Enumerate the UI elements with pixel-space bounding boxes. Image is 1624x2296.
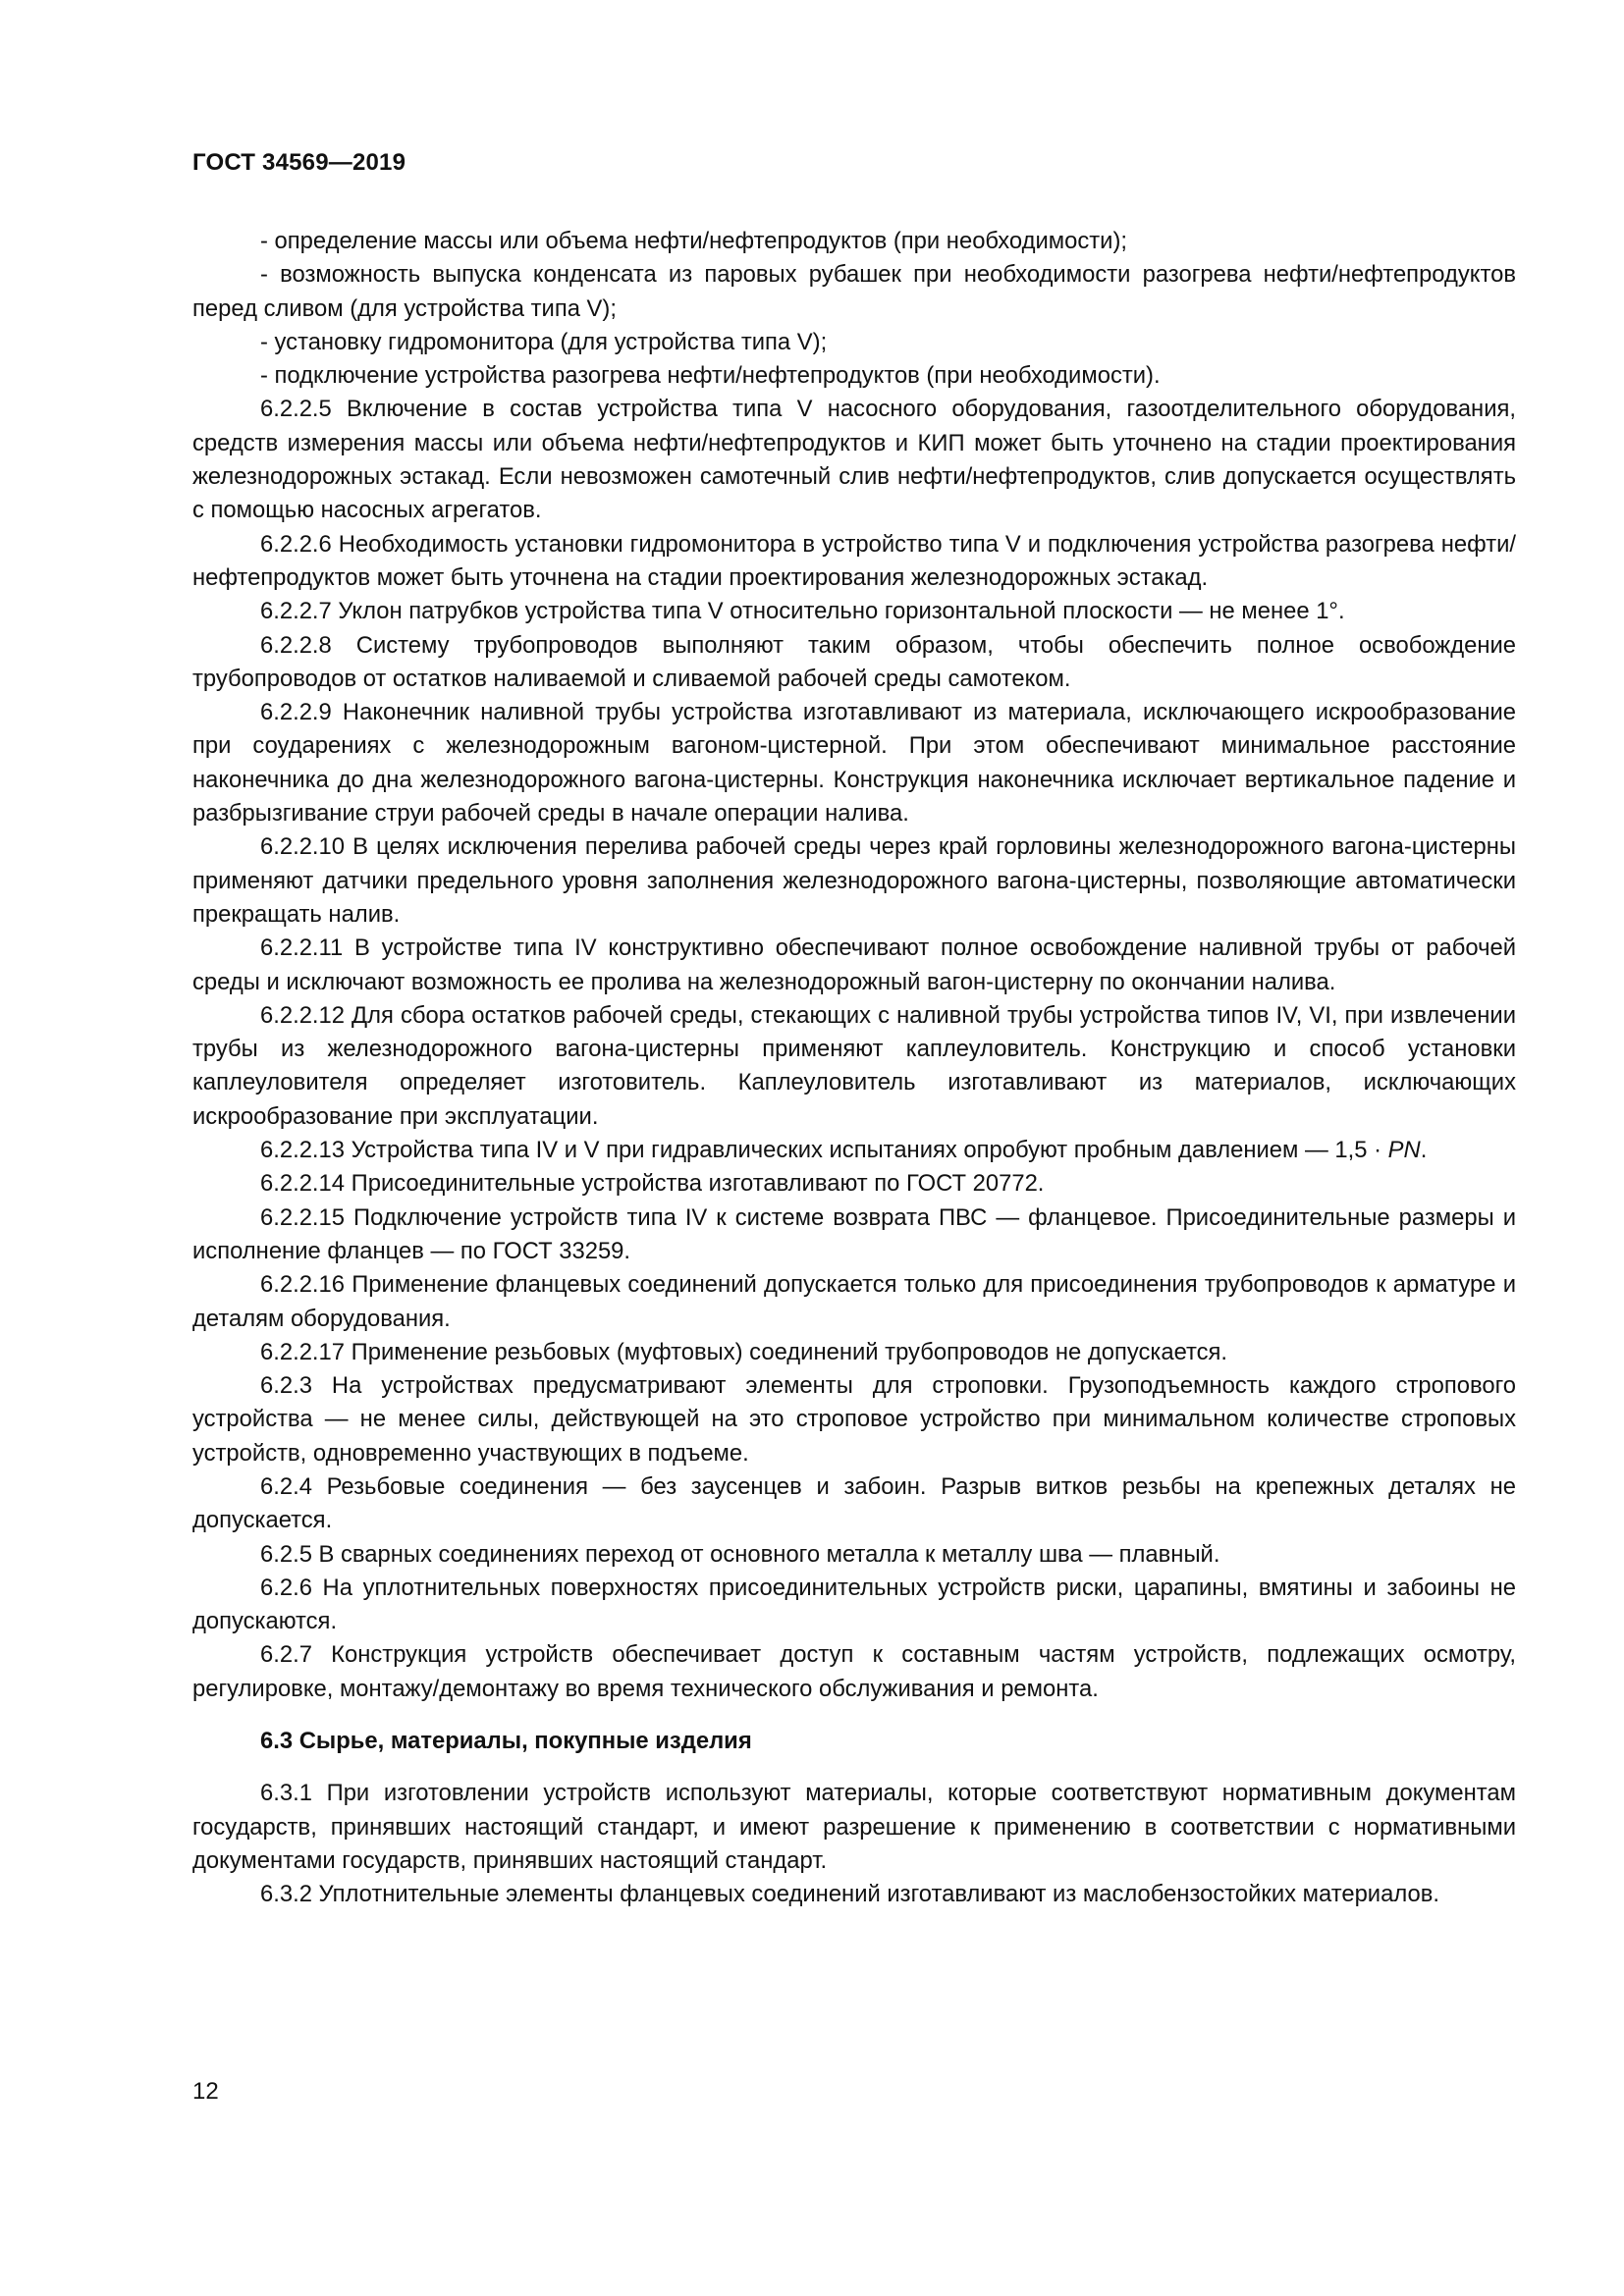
pn-symbol: PN bbox=[1387, 1137, 1421, 1164]
paragraph-6-2-2-8: 6.2.2.8 Систему трубопроводов выполняют таким образом, чтобы обеспечить полное освобождение трубопроводов от остатков наливаемой и сливаемой рабочей среды самотеком. bbox=[192, 631, 1516, 692]
document-header: ГОСТ 34569—2019 bbox=[192, 149, 406, 176]
paragraph-6-2-2-15: 6.2.2.15 Подключение устройств типа IV к системе возврата ПВС — фланцевое. Присоединительные размеры и исполнение фланцев — по ГОСТ 33259. bbox=[192, 1203, 1516, 1264]
list-item: - установку гидромонитора (для устройства типа V); bbox=[260, 328, 828, 355]
paragraph-6-3-1: 6.3.1 При изготовлении устройств используют материалы, которые соответствуют нормативным документам государств, принявших настоящий стандарт, и имеют разрешение к применению в соответствии с нормативными документами государств, принявших настоящий стандарт. bbox=[192, 1780, 1516, 1874]
paragraph-6-2-5: 6.2.5 В сварных соединениях переход от основного металла к металлу шва — плавный. bbox=[260, 1540, 1220, 1568]
paragraph-6-2-4: 6.2.4 Резьбовые соединения — без заусенцев и забоин. Разрыв витков резьбы на крепежных деталях не допускается. bbox=[192, 1472, 1516, 1534]
paragraph-6-2-2-12: 6.2.2.12 Для сбора остатков рабочей среды, стекающих с наливной трубы устройства типов IV, VI, при извлечении трубы из железнодорожного вагона-цистерны применяют каплеуловитель. Конструкцию и способ установки каплеуловителя определяет изготовитель. Каплеуловитель изготавливают из материалов, исключающих искрообразование при эксплуатации. bbox=[192, 1001, 1516, 1130]
paragraph-6-2-2-6: 6.2.2.6 Необходимость установки гидромонитора в устройство типа V и подключения устройства разогрева нефти/нефтепродуктов может быть уточнена на стадии проектирования железнодорожных эстакад. bbox=[192, 530, 1516, 591]
paragraph-6-2-2-9: 6.2.2.9 Наконечник наливной трубы устройства изготавливают из материала, исключающего искрообразование при соударениях с железнодорожным вагоном-цистерной. При этом обеспечивают минимальное расстояние наконечника до дна железнодорожного вагона-цистерны. Конструкция наконечника исключает вертикальное падение и разбрызгивание струи рабочей среды в начале операции налива. bbox=[192, 699, 1516, 828]
paragraph-6-3-2: 6.3.2 Уплотнительные элементы фланцевых соединений изготавливают из маслобензостойких материалов. bbox=[260, 1881, 1439, 1908]
paragraph-6-2-2-16: 6.2.2.16 Применение фланцевых соединений допускается только для присоединения трубопроводов к арматуре и деталям оборудования. bbox=[192, 1271, 1516, 1332]
paragraph-6-2-2-10: 6.2.2.10 В целях исключения перелива рабочей среды через край горловины железнодорожного вагона-цистерны применяют датчики предельного уровня заполнения железнодорожного вагона-цистерны, позволяющие автоматически прекращать налив. bbox=[192, 833, 1516, 928]
paragraph-6-2-7: 6.2.7 Конструкция устройств обеспечивает доступ к составным частям устройств, подлежащих осмотру, регулировке, монтажу/демонтажу во время технического обслуживания и ремонта. bbox=[192, 1641, 1516, 1702]
paragraph-6-2-3: 6.2.3 На устройствах предусматривают элементы для строповки. Грузоподъемность каждого стропового устройства — не менее силы, действующей на это строповое устройство при минимальном количестве строповых устройств, одновременно участвующих в подъеме. bbox=[192, 1372, 1516, 1467]
paragraph-6-2-2-17: 6.2.2.17 Применение резьбовых (муфтовых) соединений трубопроводов не допускается. bbox=[260, 1338, 1228, 1365]
paragraph-6-2-2-5: 6.2.2.5 Включение в состав устройства типа V насосного оборудования, газоотделительного оборудования, средств измерения массы или объема нефти/нефтепродуктов и КИП может быть уточнено на стадии проектирования железнодорожных эстакад. Если невозможен самотечный слив нефти/нефтепродуктов, слив допускается осуществлять с помощью насосных агрегатов. bbox=[192, 396, 1516, 524]
paragraph-text: 6.2.2.13 Устройства типа IV и V при гидравлических испытаниях опробуют пробным давлением — 1,5 · bbox=[260, 1137, 1382, 1164]
list-item: - возможность выпуска конденсата из паровых рубашек при необходимости разогрева нефти/нефтепродуктов перед сливом (для устройства типа V); bbox=[192, 261, 1516, 322]
list-item: - определение массы или объема нефти/нефтепродуктов (при необходимости); bbox=[260, 228, 1128, 254]
page-number: 12 bbox=[192, 2078, 219, 2105]
document-body bbox=[192, 225, 1516, 1912]
paragraph-6-2-2-11: 6.2.2.11 В устройстве типа IV конструктивно обеспечивают полное освобождение наливной трубы от рабочей среды и исключают возможность ее пролива на железнодорожный вагон-цистерну по окончании налива. bbox=[192, 934, 1516, 995]
paragraph-6-2-2-7: 6.2.2.7 Уклон патрубков устройства типа V относительно горизонтальной плоскости — не менее 1°. bbox=[260, 598, 1345, 625]
paragraph-6-2-2-13 bbox=[192, 1134, 1516, 1167]
pn-suffix: . bbox=[1420, 1137, 1428, 1164]
section-heading: 6.3 Сырье, материалы, покупные изделия bbox=[260, 1728, 752, 1755]
paragraph-6-2-2-14: 6.2.2.14 Присоединительные устройства изготавливают по ГОСТ 20772. bbox=[260, 1170, 1045, 1198]
paragraph-6-2-6: 6.2.6 На уплотнительных поверхностях присоединительных устройств риски, царапины, вмятины и забоины не допускаются. bbox=[192, 1574, 1516, 1635]
list-item: - подключение устройства разогрева нефти/нефтепродуктов (при необходимости). bbox=[260, 362, 1161, 390]
